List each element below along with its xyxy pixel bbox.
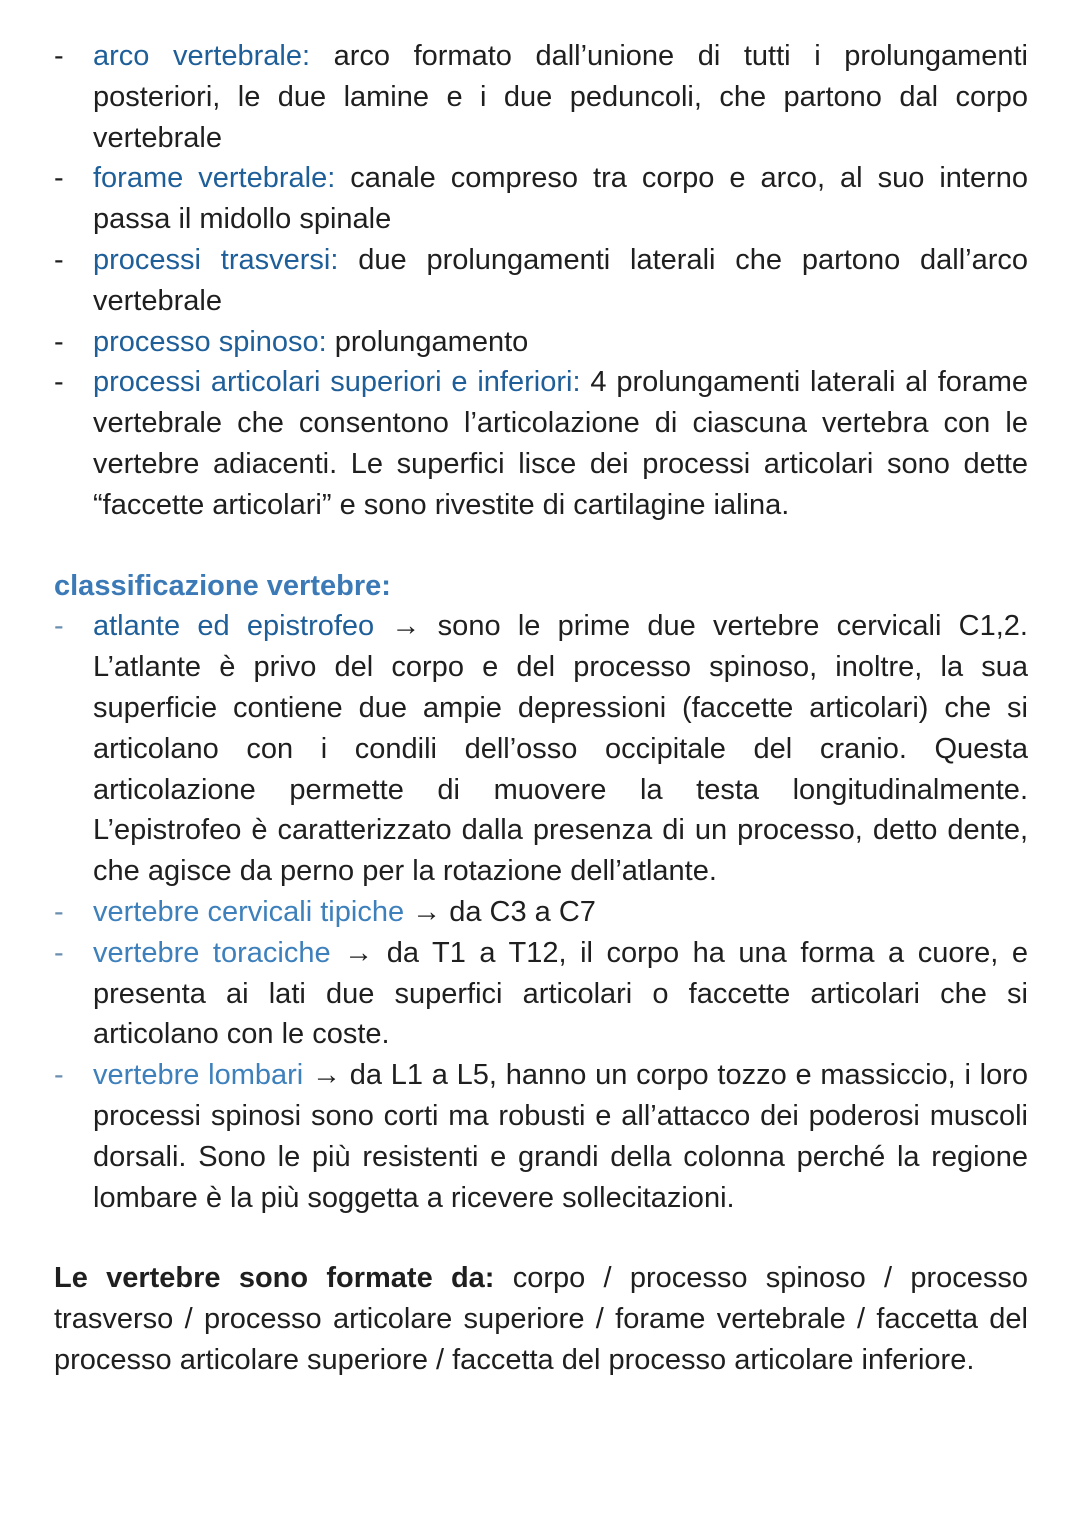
definition-text: → da T1 a T12, il corpo ha una forma a cuore, e presenta ai lati due superfici articolari o faccette articolari che si articolano con le coste. [93,936,1028,1051]
bullet-dash: - [54,610,64,643]
bullet-dash: - [54,366,64,399]
term-vertebre-toraciche: vertebre toraciche [93,936,331,969]
bullet-dash: - [54,895,64,928]
list-item [54,933,1028,1055]
summary-paragraph [54,1258,1028,1380]
bullet-dash: - [54,243,64,276]
list-item [54,892,1028,933]
bullet-dash: - [54,162,64,195]
list-item [54,240,1028,322]
definition-text: → da L1 a L5, hanno un corpo tozzo e massiccio, i loro processi spinosi sono corti ma robusti e all’attacco dei poderosi muscoli dorsali. Sono le più resistenti e grandi della colonna perché la regione lombare è la più soggetta a ricevere sollecitazioni. [93,1059,1028,1214]
list-item [54,36,1028,158]
definition-text: arco formato dall’unione di tutti i prolungamenti posteriori, le due lamine e i due peduncoli, che partono dal corpo vertebrale [93,40,1028,154]
classification-list [54,606,1028,1218]
section-title-classificazione: classificazione vertebre: [54,569,391,602]
summary-text: corpo / processo spinoso / processo trasverso / processo articolare superiore / forame vertebrale / faccetta del processo articolare superiore / faccetta del processo articolare inferiore. [54,1262,1028,1376]
term-vertebre-lombari: vertebre lombari [93,1059,304,1092]
term-forame-vertebrale: forame vertebrale: [93,162,336,195]
term-vertebre-cervicali: vertebre cervicali tipiche [93,895,405,928]
definition-text: canale compreso tra corpo e arco, al suo interno passa il midollo spinale [93,162,1028,236]
bullet-dash: - [54,1059,64,1092]
vertebra-parts-list [54,36,1028,526]
list-item [54,606,1028,892]
list-item [54,158,1028,240]
document-page [54,36,1028,1381]
list-item [54,322,1028,363]
list-item [54,1055,1028,1218]
bullet-dash: - [54,936,64,969]
definition-text: prolungamento [326,325,529,358]
summary-lead: Le vertebre sono formate da: [54,1262,495,1295]
bullet-dash: - [54,325,64,358]
definition-text: → sono le prime due vertebre cervicali C1,2. L’atlante è privo del corpo e del processo spinoso, inoltre, la sua superficie contiene due ampie depressioni (faccette articolari) che si articolano con i condili dell’osso occipitale del cranio. Questa articolazione permette di muovere la testa longitudinalmente. L’epistrofeo è caratterizzato dalla presenza di un processo, detto dente, che agisce da perno per la rotazione dell’atlante. [93,610,1028,888]
term-atlante-epistrofeo: atlante ed epistrofeo [93,610,375,643]
term-arco-vertebrale: arco vertebrale: [93,40,311,72]
bullet-dash: - [54,40,64,72]
definition-text: → da C3 a C7 [404,895,596,928]
definition-text: due prolungamenti laterali che partono dall’arco vertebrale [93,243,1029,317]
definition-text: 4 prolungamenti laterali al forame vertebrale che consentono l’articolazione di ciascuna vertebra con le vertebre adiacenti. Le superfici lisce dei processi articolari sono dette “faccette articolari” e sono rivestite di cartilagine ialina. [93,366,1028,521]
term-processi-articolari: processi articolari superiori e inferiori: [93,366,581,399]
term-processo-spinoso: processo spinoso: [93,325,327,358]
list-item [54,362,1028,525]
term-processi-trasversi: processi trasversi: [93,243,339,276]
